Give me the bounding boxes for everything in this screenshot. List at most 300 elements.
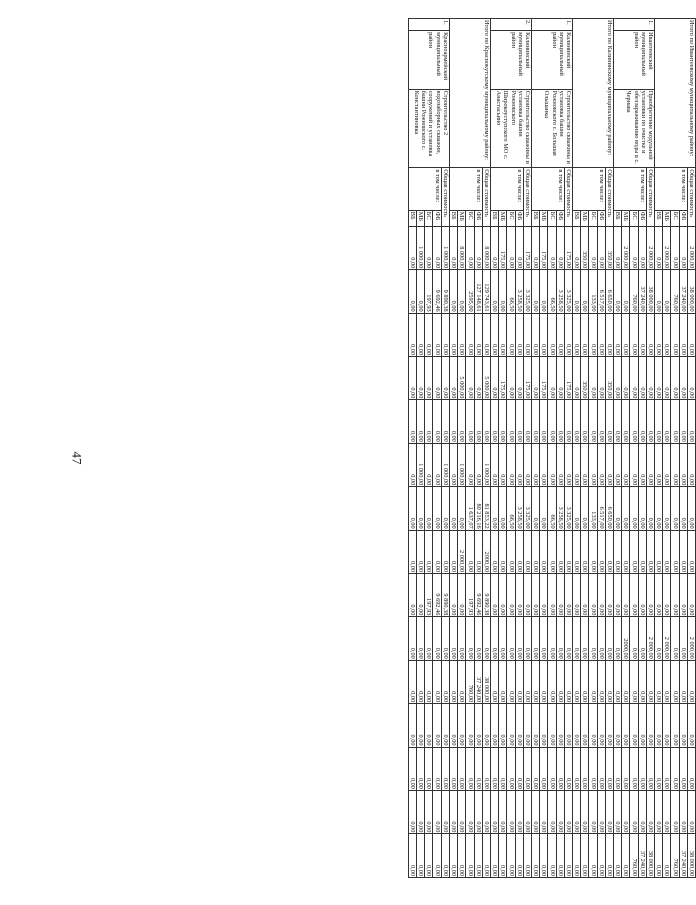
value-cell: 175,00 bbox=[540, 226, 548, 269]
value-cell: 133,00 bbox=[589, 270, 597, 313]
value-cell: 9 692,46 bbox=[433, 270, 441, 313]
value-cell: 0,00 bbox=[540, 574, 548, 617]
value-cell: 0,00 bbox=[548, 226, 556, 269]
value-cell: 0,00 bbox=[449, 270, 457, 313]
value-cell: 0,00 bbox=[646, 313, 654, 356]
value-cell: 0,00 bbox=[663, 574, 671, 617]
value-cell: 0,00 bbox=[638, 790, 646, 833]
value-cell: 9 692,46 bbox=[474, 574, 482, 617]
value-cell: 0,00 bbox=[523, 834, 531, 878]
cost-kind: Общая стоимость bbox=[605, 168, 613, 227]
value-cell: 0,00 bbox=[572, 357, 580, 400]
value-cell: 0,00 bbox=[646, 400, 654, 443]
funding-source: ФБ bbox=[638, 210, 646, 226]
value-cell: 0,00 bbox=[474, 704, 482, 747]
value-cell: 0,00 bbox=[548, 357, 556, 400]
value-cell: 0,00 bbox=[499, 660, 507, 703]
value-cell: 0,00 bbox=[466, 617, 474, 660]
value-cell: 0,00 bbox=[408, 313, 416, 356]
value-cell: 8 000,00 bbox=[458, 226, 466, 269]
value-cell: 0,00 bbox=[474, 617, 482, 660]
value-cell: 0,00 bbox=[540, 790, 548, 833]
value-cell: 0,00 bbox=[408, 834, 416, 878]
value-cell: 9 890,38 bbox=[441, 574, 449, 617]
object-name: Строительство 2 водозаборных скважин, сооружений и установка башни Рожновского с. Константиновка bbox=[408, 89, 449, 168]
value-cell: 0,00 bbox=[646, 530, 654, 573]
value-cell: 0,00 bbox=[663, 704, 671, 747]
value-cell: 0,00 bbox=[638, 617, 646, 660]
value-cell: 0,00 bbox=[433, 834, 441, 878]
value-cell: 0,00 bbox=[449, 313, 457, 356]
value-cell: 5 000,00 bbox=[482, 357, 490, 400]
value-cell: 0,00 bbox=[466, 443, 474, 486]
value-cell: 0,00 bbox=[564, 443, 572, 486]
value-cell: 0,00 bbox=[425, 660, 433, 703]
value-cell: 0,00 bbox=[425, 704, 433, 747]
value-cell: 0,00 bbox=[408, 357, 416, 400]
value-cell: 0,00 bbox=[564, 704, 572, 747]
value-cell: 0,00 bbox=[408, 704, 416, 747]
value-cell: 0,00 bbox=[613, 747, 621, 790]
value-cell: 0,00 bbox=[589, 574, 597, 617]
value-cell: 0,00 bbox=[474, 357, 482, 400]
value-cell: 0,00 bbox=[556, 400, 564, 443]
value-cell: 0,00 bbox=[572, 400, 580, 443]
value-cell: 0,00 bbox=[622, 487, 630, 530]
value-cell: 66,50 bbox=[548, 270, 556, 313]
value-cell: 0,00 bbox=[441, 357, 449, 400]
value-cell: 0,00 bbox=[523, 313, 531, 356]
value-cell: 0,00 bbox=[622, 704, 630, 747]
value-cell: 175,00 bbox=[564, 226, 572, 269]
value-cell: 175,00 bbox=[499, 226, 507, 269]
value-cell: 0,00 bbox=[458, 660, 466, 703]
value-cell: 0,00 bbox=[589, 443, 597, 486]
value-cell: 0,00 bbox=[622, 357, 630, 400]
value-cell: 0,00 bbox=[572, 574, 580, 617]
value-cell: 66,50 bbox=[507, 487, 515, 530]
value-cell: 0,00 bbox=[507, 357, 515, 400]
value-cell: 197,93 bbox=[466, 574, 474, 617]
value-cell: 0,00 bbox=[490, 530, 498, 573]
value-cell: 1 000,00 bbox=[441, 226, 449, 269]
value-cell: 0,00 bbox=[417, 790, 425, 833]
funding-source: МБ bbox=[622, 210, 630, 226]
value-cell: 0,00 bbox=[671, 400, 679, 443]
value-cell: 0,00 bbox=[671, 487, 679, 530]
value-cell: 37 240,00 bbox=[474, 660, 482, 703]
value-cell: 0,00 bbox=[458, 617, 466, 660]
value-cell: 0,00 bbox=[540, 617, 548, 660]
value-cell: 2 000,00 bbox=[663, 617, 671, 660]
value-cell: 0,00 bbox=[622, 747, 630, 790]
value-cell: 0,00 bbox=[507, 530, 515, 573]
table-row bbox=[646, 19, 654, 878]
value-cell: 0,00 bbox=[613, 226, 621, 269]
value-cell: 0,00 bbox=[515, 704, 523, 747]
value-cell: 0,00 bbox=[490, 747, 498, 790]
value-cell: 0,00 bbox=[663, 400, 671, 443]
funding-source: ФБ bbox=[515, 210, 523, 226]
value-cell: 3 258,50 bbox=[515, 487, 523, 530]
value-cell: 0,00 bbox=[507, 660, 515, 703]
value-cell: 0,00 bbox=[531, 226, 539, 269]
value-cell: 0,00 bbox=[417, 617, 425, 660]
value-cell: 0,00 bbox=[548, 400, 556, 443]
value-cell: 0,00 bbox=[679, 357, 687, 400]
value-cell: 0,00 bbox=[581, 617, 589, 660]
value-cell: 0,00 bbox=[679, 313, 687, 356]
value-cell: 0,00 bbox=[589, 660, 597, 703]
value-cell: 0,00 bbox=[540, 834, 548, 878]
value-cell: 0,00 bbox=[482, 790, 490, 833]
value-cell: 37 240,00 bbox=[638, 270, 646, 313]
value-cell: 0,00 bbox=[458, 704, 466, 747]
value-cell: 0,00 bbox=[556, 574, 564, 617]
value-cell: 0,00 bbox=[417, 270, 425, 313]
value-cell: 0,00 bbox=[572, 270, 580, 313]
value-cell: 0,00 bbox=[597, 790, 605, 833]
value-cell: 2595,00 bbox=[466, 270, 474, 313]
value-cell: 9 692,46 bbox=[433, 574, 441, 617]
value-cell: 0,00 bbox=[540, 270, 548, 313]
value-cell: 0,00 bbox=[449, 660, 457, 703]
value-cell: 0,00 bbox=[515, 400, 523, 443]
value-cell: 0,00 bbox=[531, 443, 539, 486]
value-cell: 0,00 bbox=[630, 487, 638, 530]
funding-source: ВБ bbox=[613, 210, 621, 226]
value-cell: 0,00 bbox=[589, 313, 597, 356]
value-cell: 80 216,16 bbox=[474, 487, 482, 530]
value-cell: 0,00 bbox=[589, 400, 597, 443]
value-cell: 0,00 bbox=[630, 357, 638, 400]
value-cell: 0,00 bbox=[654, 313, 662, 356]
cost-kind: в том числе: bbox=[408, 168, 441, 210]
value-cell: 0,00 bbox=[425, 834, 433, 878]
value-cell: 2 000,00 bbox=[687, 617, 695, 660]
value-cell: 175,00 bbox=[499, 357, 507, 400]
value-cell: 0,00 bbox=[449, 226, 457, 269]
value-cell: 0,00 bbox=[417, 400, 425, 443]
value-cell: 0,00 bbox=[417, 487, 425, 530]
value-cell: 0,00 bbox=[581, 704, 589, 747]
funding-source: ФБ bbox=[679, 210, 687, 226]
value-cell: 0,00 bbox=[638, 530, 646, 573]
value-cell: 0,00 bbox=[408, 530, 416, 573]
value-cell: 0,00 bbox=[441, 530, 449, 573]
value-cell: 0,00 bbox=[523, 530, 531, 573]
value-cell: 0,00 bbox=[556, 790, 564, 833]
value-cell: 0,00 bbox=[417, 660, 425, 703]
value-cell: 0,00 bbox=[531, 574, 539, 617]
value-cell: 0,00 bbox=[671, 790, 679, 833]
value-cell: 0,00 bbox=[671, 530, 679, 573]
value-cell: 0,00 bbox=[499, 530, 507, 573]
value-cell: 0,00 bbox=[499, 704, 507, 747]
value-cell: 0,00 bbox=[654, 747, 662, 790]
value-cell: 2 000,00 bbox=[622, 226, 630, 269]
value-cell: 0,00 bbox=[515, 747, 523, 790]
value-cell: 3 325,00 bbox=[564, 270, 572, 313]
value-cell: 0,00 bbox=[613, 530, 621, 573]
value-cell: 0,00 bbox=[425, 487, 433, 530]
value-cell: 0,00 bbox=[425, 747, 433, 790]
value-cell: 0,00 bbox=[441, 617, 449, 660]
value-cell: 0,00 bbox=[449, 790, 457, 833]
value-cell: 0,00 bbox=[605, 530, 613, 573]
value-cell: 0,00 bbox=[630, 617, 638, 660]
value-cell: 0,00 bbox=[581, 790, 589, 833]
value-cell: 0,00 bbox=[417, 704, 425, 747]
value-cell: 0,00 bbox=[417, 574, 425, 617]
value-cell: 0,00 bbox=[515, 660, 523, 703]
value-cell: 0,00 bbox=[441, 487, 449, 530]
value-cell: 0,00 bbox=[654, 790, 662, 833]
value-cell: 0,00 bbox=[564, 747, 572, 790]
value-cell: 0,00 bbox=[654, 617, 662, 660]
funding-source: ВБ bbox=[490, 210, 498, 226]
value-cell: 0,00 bbox=[622, 574, 630, 617]
value-cell: 0,00 bbox=[531, 660, 539, 703]
value-cell: 0,00 bbox=[597, 530, 605, 573]
value-cell: 0,00 bbox=[613, 357, 621, 400]
value-cell: 0,00 bbox=[556, 226, 564, 269]
value-cell: 0,00 bbox=[433, 704, 441, 747]
value-cell: 0,00 bbox=[564, 313, 572, 356]
value-cell: 0,00 bbox=[630, 443, 638, 486]
value-cell: 0,00 bbox=[679, 226, 687, 269]
district-name: Красноармейский муниципальный район bbox=[408, 31, 449, 90]
value-cell: 0,00 bbox=[564, 834, 572, 878]
value-cell: 0,00 bbox=[531, 270, 539, 313]
value-cell: 0,00 bbox=[499, 747, 507, 790]
value-cell: 0,00 bbox=[417, 747, 425, 790]
value-cell: 0,00 bbox=[507, 834, 515, 878]
value-cell: 0,00 bbox=[671, 704, 679, 747]
table-body bbox=[408, 19, 695, 878]
value-cell: 38 000,00 bbox=[687, 834, 695, 878]
value-cell: 0,00 bbox=[613, 660, 621, 703]
value-cell: 0,00 bbox=[630, 747, 638, 790]
value-cell: 0,00 bbox=[556, 530, 564, 573]
cost-kind: в том числе: bbox=[531, 168, 564, 210]
value-cell: 0,00 bbox=[622, 443, 630, 486]
value-cell: 0,00 bbox=[441, 313, 449, 356]
value-cell: 0,00 bbox=[499, 617, 507, 660]
value-cell: 0,00 bbox=[408, 617, 416, 660]
value-cell: 9 890,38 bbox=[482, 574, 490, 617]
summary-title: Итого по Ивантеевскому муниципальному району: bbox=[654, 19, 695, 168]
funding-source: МБ bbox=[540, 210, 548, 226]
value-cell: 0,00 bbox=[466, 834, 474, 878]
value-cell: 0,00 bbox=[581, 660, 589, 703]
funding-source: МБ bbox=[663, 210, 671, 226]
value-cell: 0,00 bbox=[449, 574, 457, 617]
value-cell: 0,00 bbox=[474, 313, 482, 356]
value-cell: 0,00 bbox=[663, 270, 671, 313]
value-cell: 0,00 bbox=[548, 443, 556, 486]
value-cell: 0,00 bbox=[490, 400, 498, 443]
value-cell: 0,00 bbox=[556, 834, 564, 878]
value-cell: 197,93 bbox=[425, 270, 433, 313]
value-cell: 0,00 bbox=[572, 226, 580, 269]
value-cell: 0,00 bbox=[646, 574, 654, 617]
value-cell: 0,00 bbox=[441, 747, 449, 790]
value-cell: 0,00 bbox=[490, 704, 498, 747]
value-cell: 0,00 bbox=[408, 226, 416, 269]
value-cell: 0,00 bbox=[515, 443, 523, 486]
value-cell: 0,00 bbox=[490, 270, 498, 313]
value-cell: 0,00 bbox=[408, 400, 416, 443]
object-name: Приобретение модульной установки по очистке и обеззараживанию воды в с. Чернава bbox=[613, 89, 654, 168]
funding-source: МБ bbox=[417, 210, 425, 226]
row-number: 1. bbox=[408, 19, 449, 31]
value-cell: 0,00 bbox=[458, 834, 466, 878]
value-cell: 0,00 bbox=[671, 357, 679, 400]
value-cell: 0,00 bbox=[449, 400, 457, 443]
value-cell: 3 325,00 bbox=[564, 487, 572, 530]
value-cell: 0,00 bbox=[417, 834, 425, 878]
value-cell: 0,00 bbox=[490, 790, 498, 833]
district-name: Калининский муниципальный район bbox=[531, 31, 572, 90]
value-cell: 0,00 bbox=[482, 704, 490, 747]
value-cell: 3 325,00 bbox=[523, 487, 531, 530]
value-cell: 6 650,00 bbox=[605, 487, 613, 530]
value-cell: 0,00 bbox=[663, 487, 671, 530]
value-cell: 2 000,00 bbox=[646, 617, 654, 660]
value-cell: 350,00 bbox=[605, 226, 613, 269]
value-cell: 2 000,00 bbox=[687, 226, 695, 269]
value-cell: 0,00 bbox=[622, 660, 630, 703]
value-cell: 0,00 bbox=[638, 226, 646, 269]
value-cell: 0,00 bbox=[671, 574, 679, 617]
value-cell: 0,00 bbox=[507, 313, 515, 356]
value-cell: 0,00 bbox=[433, 400, 441, 443]
value-cell: 0,00 bbox=[540, 747, 548, 790]
value-cell: 0,00 bbox=[556, 704, 564, 747]
value-cell: 0,00 bbox=[605, 574, 613, 617]
value-cell: 0,00 bbox=[490, 443, 498, 486]
value-cell: 0,00 bbox=[630, 313, 638, 356]
value-cell: 0,00 bbox=[589, 357, 597, 400]
value-cell: 0,00 bbox=[597, 704, 605, 747]
value-cell: 0,00 bbox=[572, 790, 580, 833]
value-cell: 0,00 bbox=[548, 617, 556, 660]
value-cell: 6 517,00 bbox=[597, 270, 605, 313]
value-cell: 0,00 bbox=[581, 400, 589, 443]
value-cell: 0,00 bbox=[613, 704, 621, 747]
value-cell: 0,00 bbox=[433, 313, 441, 356]
value-cell: 0,00 bbox=[482, 834, 490, 878]
cost-kind: в том числе: bbox=[613, 168, 646, 210]
value-cell: 0,00 bbox=[466, 313, 474, 356]
value-cell: 0,00 bbox=[417, 313, 425, 356]
district-name: Калининский муниципальный район bbox=[490, 31, 531, 90]
value-cell: 127 148,61 bbox=[474, 270, 482, 313]
value-cell: 0,00 bbox=[646, 704, 654, 747]
value-cell: 0,00 bbox=[638, 660, 646, 703]
value-cell: 0,00 bbox=[474, 747, 482, 790]
value-cell: 0,00 bbox=[441, 660, 449, 703]
value-cell: 0,00 bbox=[687, 487, 695, 530]
value-cell: 0,00 bbox=[548, 790, 556, 833]
value-cell: 0,00 bbox=[523, 443, 531, 486]
value-cell: 0,00 bbox=[458, 270, 466, 313]
value-cell: 0,00 bbox=[425, 530, 433, 573]
value-cell: 0,00 bbox=[597, 443, 605, 486]
value-cell: 0,00 bbox=[449, 357, 457, 400]
value-cell: 0,00 bbox=[663, 443, 671, 486]
value-cell: 0,00 bbox=[687, 660, 695, 703]
value-cell: 0,00 bbox=[458, 747, 466, 790]
value-cell: 0,00 bbox=[581, 834, 589, 878]
value-cell: 0,00 bbox=[433, 790, 441, 833]
value-cell: 0,00 bbox=[490, 617, 498, 660]
value-cell: 0,00 bbox=[433, 226, 441, 269]
value-cell: 1 000,00 bbox=[441, 443, 449, 486]
value-cell: 0,00 bbox=[679, 400, 687, 443]
value-cell: 0,00 bbox=[663, 790, 671, 833]
value-cell: 6 517,00 bbox=[597, 487, 605, 530]
value-cell: 0,00 bbox=[449, 704, 457, 747]
value-cell: 0,00 bbox=[499, 270, 507, 313]
value-cell: 0,00 bbox=[499, 313, 507, 356]
value-cell: 0,00 bbox=[638, 443, 646, 486]
value-cell: 37 240,00 bbox=[638, 834, 646, 878]
value-cell: 0,00 bbox=[638, 747, 646, 790]
value-cell: 0,00 bbox=[687, 443, 695, 486]
value-cell: 0,00 bbox=[638, 704, 646, 747]
value-cell: 0,00 bbox=[663, 747, 671, 790]
value-cell: 0,00 bbox=[417, 357, 425, 400]
value-cell: 0,00 bbox=[654, 834, 662, 878]
value-cell: 0,00 bbox=[679, 790, 687, 833]
value-cell: 0,00 bbox=[564, 400, 572, 443]
value-cell: 0,00 bbox=[466, 530, 474, 573]
value-cell: 0,00 bbox=[679, 530, 687, 573]
value-cell: 0,00 bbox=[458, 790, 466, 833]
value-cell: 0,00 bbox=[605, 747, 613, 790]
value-cell: 0,00 bbox=[507, 747, 515, 790]
cost-kind: Общая стоимость bbox=[441, 168, 449, 227]
value-cell: 0,00 bbox=[474, 226, 482, 269]
value-cell: 0,00 bbox=[425, 443, 433, 486]
value-cell: 0,00 bbox=[687, 574, 695, 617]
funding-source: БС bbox=[589, 210, 597, 226]
value-cell: 3 258,50 bbox=[556, 270, 564, 313]
value-cell: 0,00 bbox=[540, 660, 548, 703]
value-cell: 0,00 bbox=[408, 660, 416, 703]
value-cell: 175,00 bbox=[540, 357, 548, 400]
value-cell: 0,00 bbox=[425, 790, 433, 833]
value-cell: 0,00 bbox=[449, 834, 457, 878]
value-cell: 0,00 bbox=[548, 574, 556, 617]
value-cell: 0,00 bbox=[654, 574, 662, 617]
cost-kind: в том числе: bbox=[572, 168, 605, 210]
value-cell: 0,00 bbox=[499, 834, 507, 878]
value-cell: 0,00 bbox=[515, 617, 523, 660]
value-cell: 66,50 bbox=[507, 270, 515, 313]
value-cell: 0,00 bbox=[638, 400, 646, 443]
value-cell: 0,00 bbox=[622, 530, 630, 573]
value-cell: 0,00 bbox=[687, 790, 695, 833]
value-cell: 0,00 bbox=[556, 443, 564, 486]
value-cell: 0,00 bbox=[548, 313, 556, 356]
object-name: Строительство скважины и установка башни Рожновского Широкоуступского МО с. Анастасьино bbox=[490, 89, 531, 168]
value-cell: 0,00 bbox=[548, 704, 556, 747]
value-cell: 0,00 bbox=[679, 487, 687, 530]
value-cell: 0,00 bbox=[646, 660, 654, 703]
